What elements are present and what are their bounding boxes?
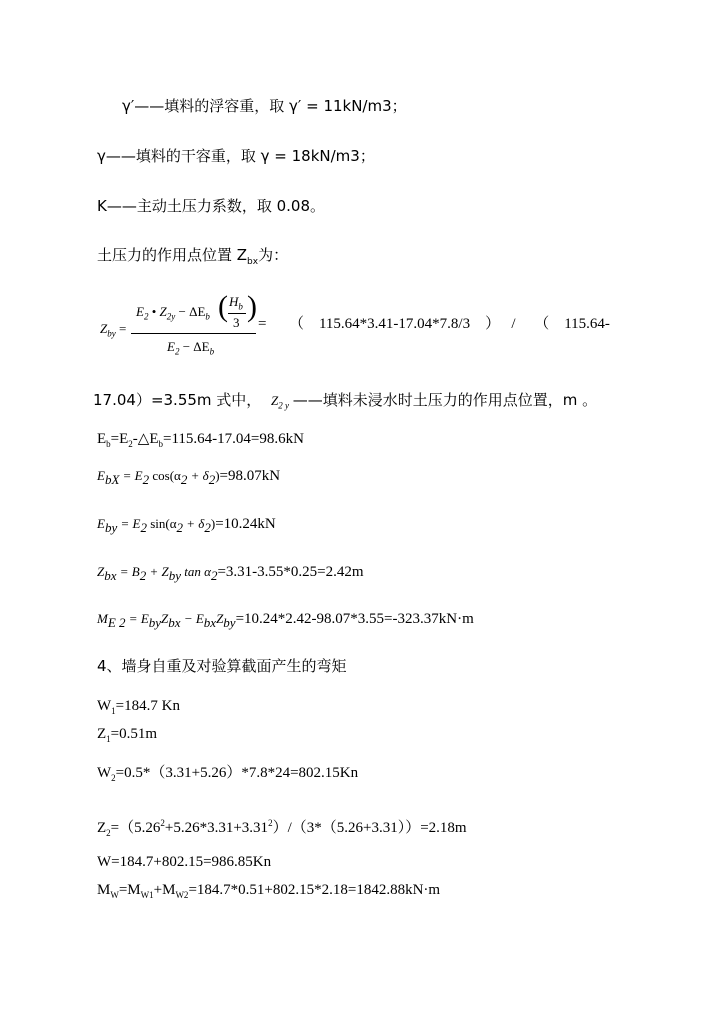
line-text: γ′——填料的浮容重，取 γ′ = 11kN/m3； [122, 97, 407, 115]
value: =0.5*（3.31+5.26）*7.8*24=802.15Kn [115, 765, 359, 781]
op: = B [116, 564, 140, 579]
value: =0.51m [110, 726, 158, 742]
text-line-w-total [97, 852, 271, 872]
op: = E [117, 516, 141, 531]
subscript: by [223, 615, 236, 630]
var: E [167, 339, 175, 354]
value: ）/（3*（5.26+3.31））=2.18m [272, 820, 467, 836]
text-line-pressure-coefficient [97, 196, 325, 216]
text-line-dry-unit-weight [97, 146, 375, 166]
text-line-z1 [97, 724, 157, 749]
text-line-w2 [97, 763, 358, 788]
var: Z [271, 393, 279, 408]
subscript: 2 [180, 472, 188, 487]
line-text: 土压力的作用点位置 Z [97, 246, 248, 264]
var: Z [100, 321, 108, 336]
subscript: bx [168, 615, 181, 630]
value: =184.7*0.51+802.15*2.18=1842.88kN·m [188, 882, 441, 898]
subscript: 2 y [278, 400, 290, 411]
section-heading [97, 656, 347, 676]
var: E [97, 468, 105, 483]
func: tan α [181, 564, 211, 579]
formula-ebx [97, 466, 280, 490]
line-text: 17.04）=3.55m 式中， [93, 391, 262, 409]
op: • [148, 304, 160, 319]
subscript: 2 [106, 828, 111, 838]
subscript: 2 [174, 346, 180, 357]
subscript: 2 [111, 773, 116, 783]
text-line-w1 [97, 696, 180, 721]
value: =10.24kN [215, 516, 276, 532]
text-line-eb [97, 429, 304, 454]
paren-open-icon: ( [218, 290, 228, 323]
op: -△E [132, 431, 159, 447]
value: =98.07kN [219, 468, 281, 484]
var: H [229, 294, 239, 309]
subscript: 2 [210, 568, 218, 583]
var: M [97, 882, 111, 898]
func: sin(α [146, 516, 177, 531]
subscript: b [106, 439, 111, 449]
line-text: 为： [258, 246, 289, 264]
fraction-bar [131, 333, 256, 334]
var: Z [159, 304, 167, 319]
subscript: by [148, 615, 162, 630]
formula-numerator [136, 302, 210, 327]
op: + Z [146, 564, 169, 579]
rhs-text: = （ 115.64*3.41-17.04*7.8/3 ） / （ 115.64- [258, 316, 610, 332]
subscript: 1 [106, 734, 111, 744]
superscript: 2 [268, 818, 273, 828]
superscript: 2 [160, 818, 165, 828]
var: W [97, 698, 112, 714]
subscript: 2 [128, 439, 133, 449]
op: =M [118, 882, 141, 898]
op: =E [110, 431, 129, 447]
func: cos(α [149, 468, 181, 483]
formula-me2 [97, 609, 474, 633]
subscript: bx [104, 568, 117, 583]
subscript: bx [247, 257, 259, 267]
op: = E [119, 468, 143, 483]
op: + δ [183, 516, 205, 531]
subscript: b [209, 346, 215, 357]
value: W=184.7+802.15=986.85Kn [97, 854, 272, 870]
op: = E [125, 611, 149, 626]
subscript: W2 [175, 890, 189, 900]
subscript: 2 [143, 311, 149, 322]
subscript: bx [203, 615, 217, 630]
subscript: b [238, 301, 243, 312]
var: Z [97, 726, 107, 742]
value: =3.31-3.55*0.25=2.42m [217, 564, 364, 580]
z2y-symbol [271, 393, 290, 411]
var: Z [161, 611, 169, 626]
subscript: b [205, 311, 210, 322]
subscript: 2y [166, 311, 176, 322]
line-text: K——主动土压力系数，取 0.08。 [97, 197, 326, 215]
subscript: b [158, 439, 163, 449]
text-line-where-clause [93, 390, 597, 416]
var: M [97, 611, 108, 626]
op: − E [180, 611, 204, 626]
subscript: W1 [140, 890, 154, 900]
value: =（5.26 [110, 820, 161, 836]
line-text: ——填料未浸水时土压力的作用点位置，m 。 [292, 391, 598, 409]
hb-denominator [233, 313, 240, 333]
formula-eby [97, 514, 276, 538]
text-line-z2 [97, 813, 467, 843]
formula-rhs [258, 314, 610, 334]
subscript: 2 [142, 472, 150, 487]
subscript: by [107, 328, 116, 339]
formula-denominator [167, 337, 214, 362]
subscript: by [104, 520, 118, 535]
var: W [97, 765, 112, 781]
subscript: 2 [204, 520, 211, 535]
subscript: 1 [111, 706, 116, 716]
line-text: γ——填料的干容重，取 γ = 18kN/m3； [97, 147, 375, 165]
op: − ΔE [175, 304, 206, 319]
var: Z [216, 611, 224, 626]
text-line-buoyant-unit-weight [122, 96, 407, 116]
value: =115.64-17.04=98.6kN [163, 431, 304, 447]
subscript: 2 [140, 520, 147, 535]
value: =10.24*2.42-98.07*3.55=-323.37kN·m [235, 611, 474, 627]
formula-zbx [97, 562, 364, 586]
paren: ) [210, 516, 216, 531]
var: E [136, 304, 144, 319]
formula-lhs [100, 319, 126, 344]
paren: ) [215, 468, 220, 483]
var: E [97, 431, 107, 447]
var: E [97, 516, 105, 531]
subscript: bX [104, 472, 120, 487]
subscript: W [110, 890, 119, 900]
op: + δ [187, 468, 209, 483]
number: 3 [233, 315, 240, 330]
subscript: E 2 [107, 615, 126, 630]
subscript: by [168, 568, 182, 583]
value: +5.26*3.31+3.31 [164, 820, 269, 836]
heading-text: 4、墙身自重及对验算截面产生的弯矩 [97, 657, 347, 675]
subscript: 2 [208, 472, 216, 487]
op: +M [153, 882, 176, 898]
equals: = [118, 321, 127, 336]
text-line-mw [97, 880, 440, 905]
paren-close-icon: ) [247, 290, 257, 323]
op: − ΔE [179, 339, 210, 354]
subscript: 2 [139, 568, 147, 583]
text-line-action-point [97, 245, 288, 272]
var: Z [97, 820, 107, 836]
subscript: 2 [176, 520, 184, 535]
var: Z [97, 564, 105, 579]
value: =184.7 Kn [115, 698, 180, 714]
